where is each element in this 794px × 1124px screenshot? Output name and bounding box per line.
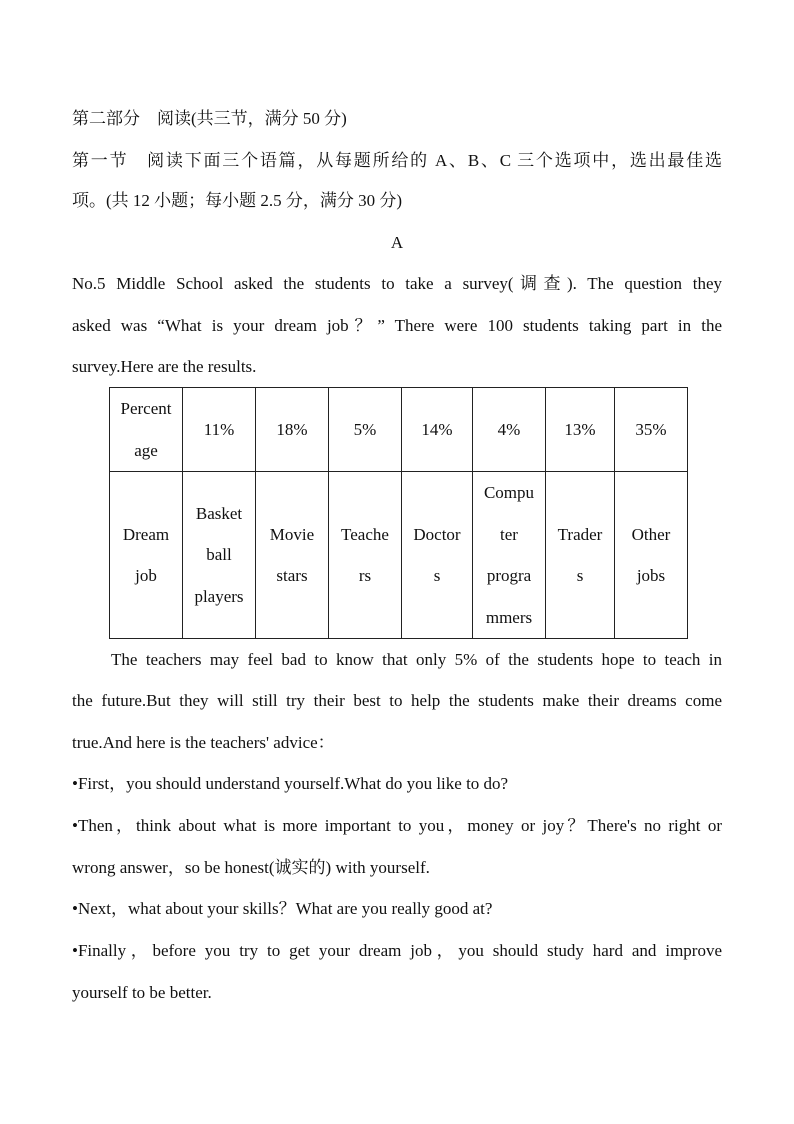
table-cell: 4%: [473, 388, 546, 472]
table-cell: 11%: [183, 388, 256, 472]
body-line-3: true.And here is the teachers' advice：: [72, 733, 335, 752]
section-title: 第二部分 阅读(共三节，满分 50 分): [72, 109, 347, 128]
passage-label: A: [390, 233, 404, 252]
body-line-1: The teachers may feel bad to know that only 5% of the students hope to teach in: [111, 650, 722, 669]
advice-then-cont: wrong answer，so be honest(诚实的) with yourself.: [72, 858, 430, 877]
table-header-dream-job: Dream job: [110, 472, 183, 639]
advice-then: •Then，think about what is more important to you，money or joy？There's no right or: [72, 816, 722, 835]
intro-line-2: asked was “What is your dream job？” There were 100 students taking part in the: [72, 316, 722, 335]
table-cell: Trader s: [546, 472, 615, 639]
table-cell: Basket ball players: [183, 472, 256, 639]
table-cell: 35%: [615, 388, 688, 472]
instruction-line-1: 第一节 阅读下面三个语篇，从每题所给的 A、B、C 三个选项中，选出最佳选: [72, 151, 722, 170]
advice-finally-cont: yourself to be better.: [72, 983, 212, 1002]
intro-line-1: No.5 Middle School asked the students to take a survey(调查). The question they: [72, 274, 722, 293]
advice-next: •Next，what about your skills？What are you really good at?: [72, 899, 493, 918]
table-cell: Other jobs: [615, 472, 688, 639]
table-cell: 13%: [546, 388, 615, 472]
table-row-percentage: [110, 388, 688, 472]
table-cell: 18%: [256, 388, 329, 472]
table-cell: Teache rs: [329, 472, 402, 639]
intro-line-3: survey.Here are the results.: [72, 357, 257, 376]
advice-finally: •Finally，before you try to get your dream job，you should study hard and improve: [72, 941, 722, 960]
table-cell: 5%: [329, 388, 402, 472]
table-cell: Doctor s: [402, 472, 473, 639]
instruction-line-2: 项。(共 12 小题；每小题 2.5 分，满分 30 分): [72, 191, 403, 210]
table-cell: Movie stars: [256, 472, 329, 639]
table-cell: 14%: [402, 388, 473, 472]
body-line-2: the future.But they will still try their best to help the students make their dreams come: [72, 691, 722, 710]
survey-results-table: [109, 387, 688, 639]
table-row-dream-job: [110, 472, 688, 639]
advice-first: •First，you should understand yourself.What do you like to do?: [72, 774, 509, 793]
table-header-percentage: Percent age: [110, 388, 183, 472]
table-cell: Compu ter progra mmers: [473, 472, 546, 639]
